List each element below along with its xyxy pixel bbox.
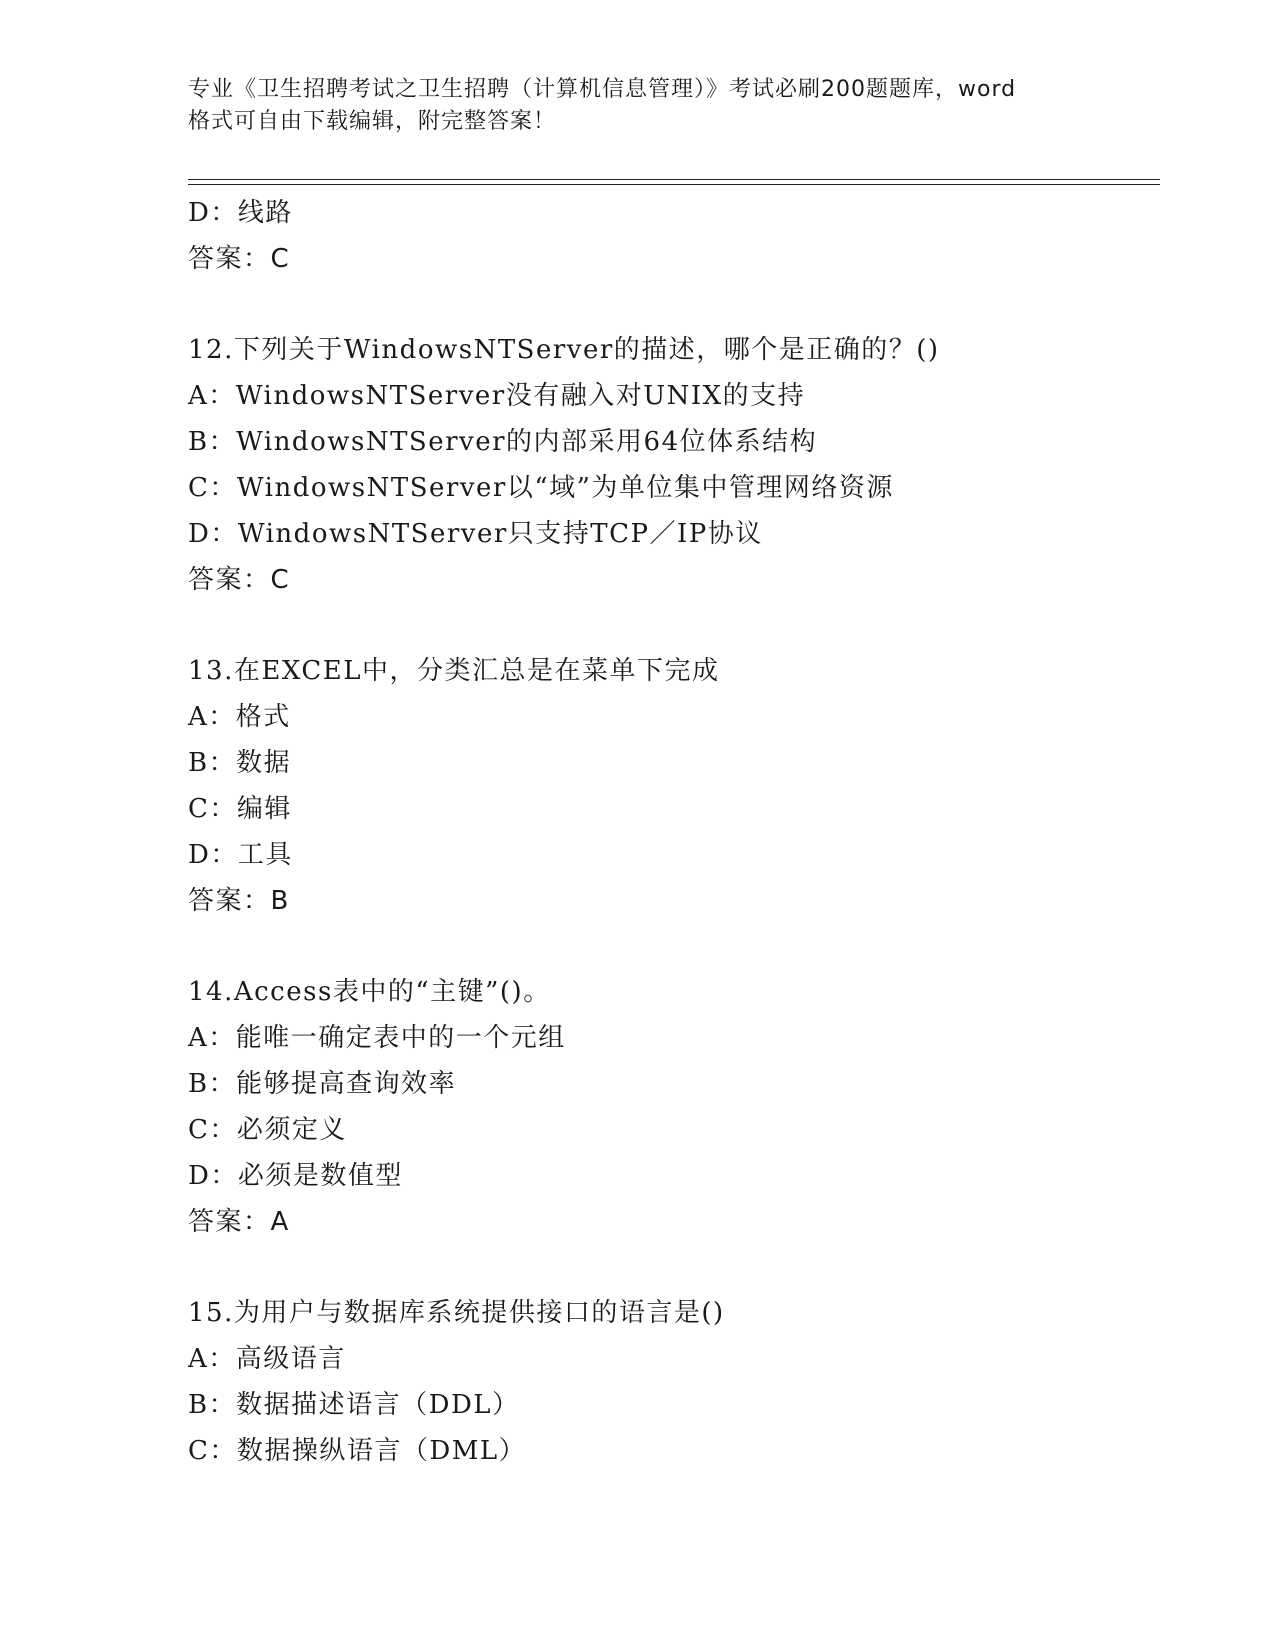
question-text: 15.为用户与数据库系统提供接口的语言是() — [188, 1298, 725, 1328]
option-d: D：线路 — [188, 198, 293, 228]
option-d: D：工具 — [188, 840, 293, 870]
option-b: B：数据描述语言（DDL） — [188, 1390, 520, 1420]
question-text: 14.Access表中的“主键”()。 — [188, 977, 551, 1007]
question-content — [188, 190, 1168, 1474]
question-text: 13.在EXCEL中，分类汇总是在菜单下完成 — [188, 656, 720, 686]
answer-line: 答案：B — [188, 886, 290, 916]
option-c: C：数据操纵语言（DML） — [188, 1436, 527, 1466]
option-a: A：格式 — [188, 702, 291, 732]
header-divider-top — [188, 179, 1160, 180]
header-line-2: 格式可自由下载编辑，附完整答案！ — [188, 109, 557, 134]
question-text: 12.下列关于WindowsNTServer的描述，哪个是正确的？() — [188, 335, 940, 365]
option-d: D：必须是数值型 — [188, 1161, 403, 1191]
option-b: B：数据 — [188, 748, 292, 778]
question-block — [188, 327, 1168, 603]
option-d: D：WindowsNTServer只支持TCP／IP协议 — [188, 519, 763, 549]
answer-line: 答案：C — [188, 565, 291, 595]
option-b: B：WindowsNTServer的内部采用64位体系结构 — [188, 427, 818, 457]
option-a: A：能唯一确定表中的一个元组 — [188, 1023, 566, 1053]
question-block — [188, 648, 1168, 924]
page-header — [188, 74, 1088, 138]
option-a: A：高级语言 — [188, 1344, 346, 1374]
option-c: C：编辑 — [188, 794, 292, 824]
question-block — [188, 1290, 1168, 1474]
option-c: C：必须定义 — [188, 1115, 347, 1145]
header-divider-bottom — [188, 184, 1160, 185]
answer-line: 答案：C — [188, 244, 291, 274]
header-line-1: 专业《卫生招聘考试之卫生招聘（计算机信息管理）》考试必刷200题题库，word — [188, 77, 1017, 102]
question-block — [188, 969, 1168, 1245]
option-b: B：能够提高查询效率 — [188, 1069, 457, 1099]
answer-line: 答案：A — [188, 1207, 290, 1237]
option-a: A：WindowsNTServer没有融入对UNIX的支持 — [188, 381, 806, 411]
option-c: C：WindowsNTServer以“域”为单位集中管理网络资源 — [188, 473, 894, 503]
